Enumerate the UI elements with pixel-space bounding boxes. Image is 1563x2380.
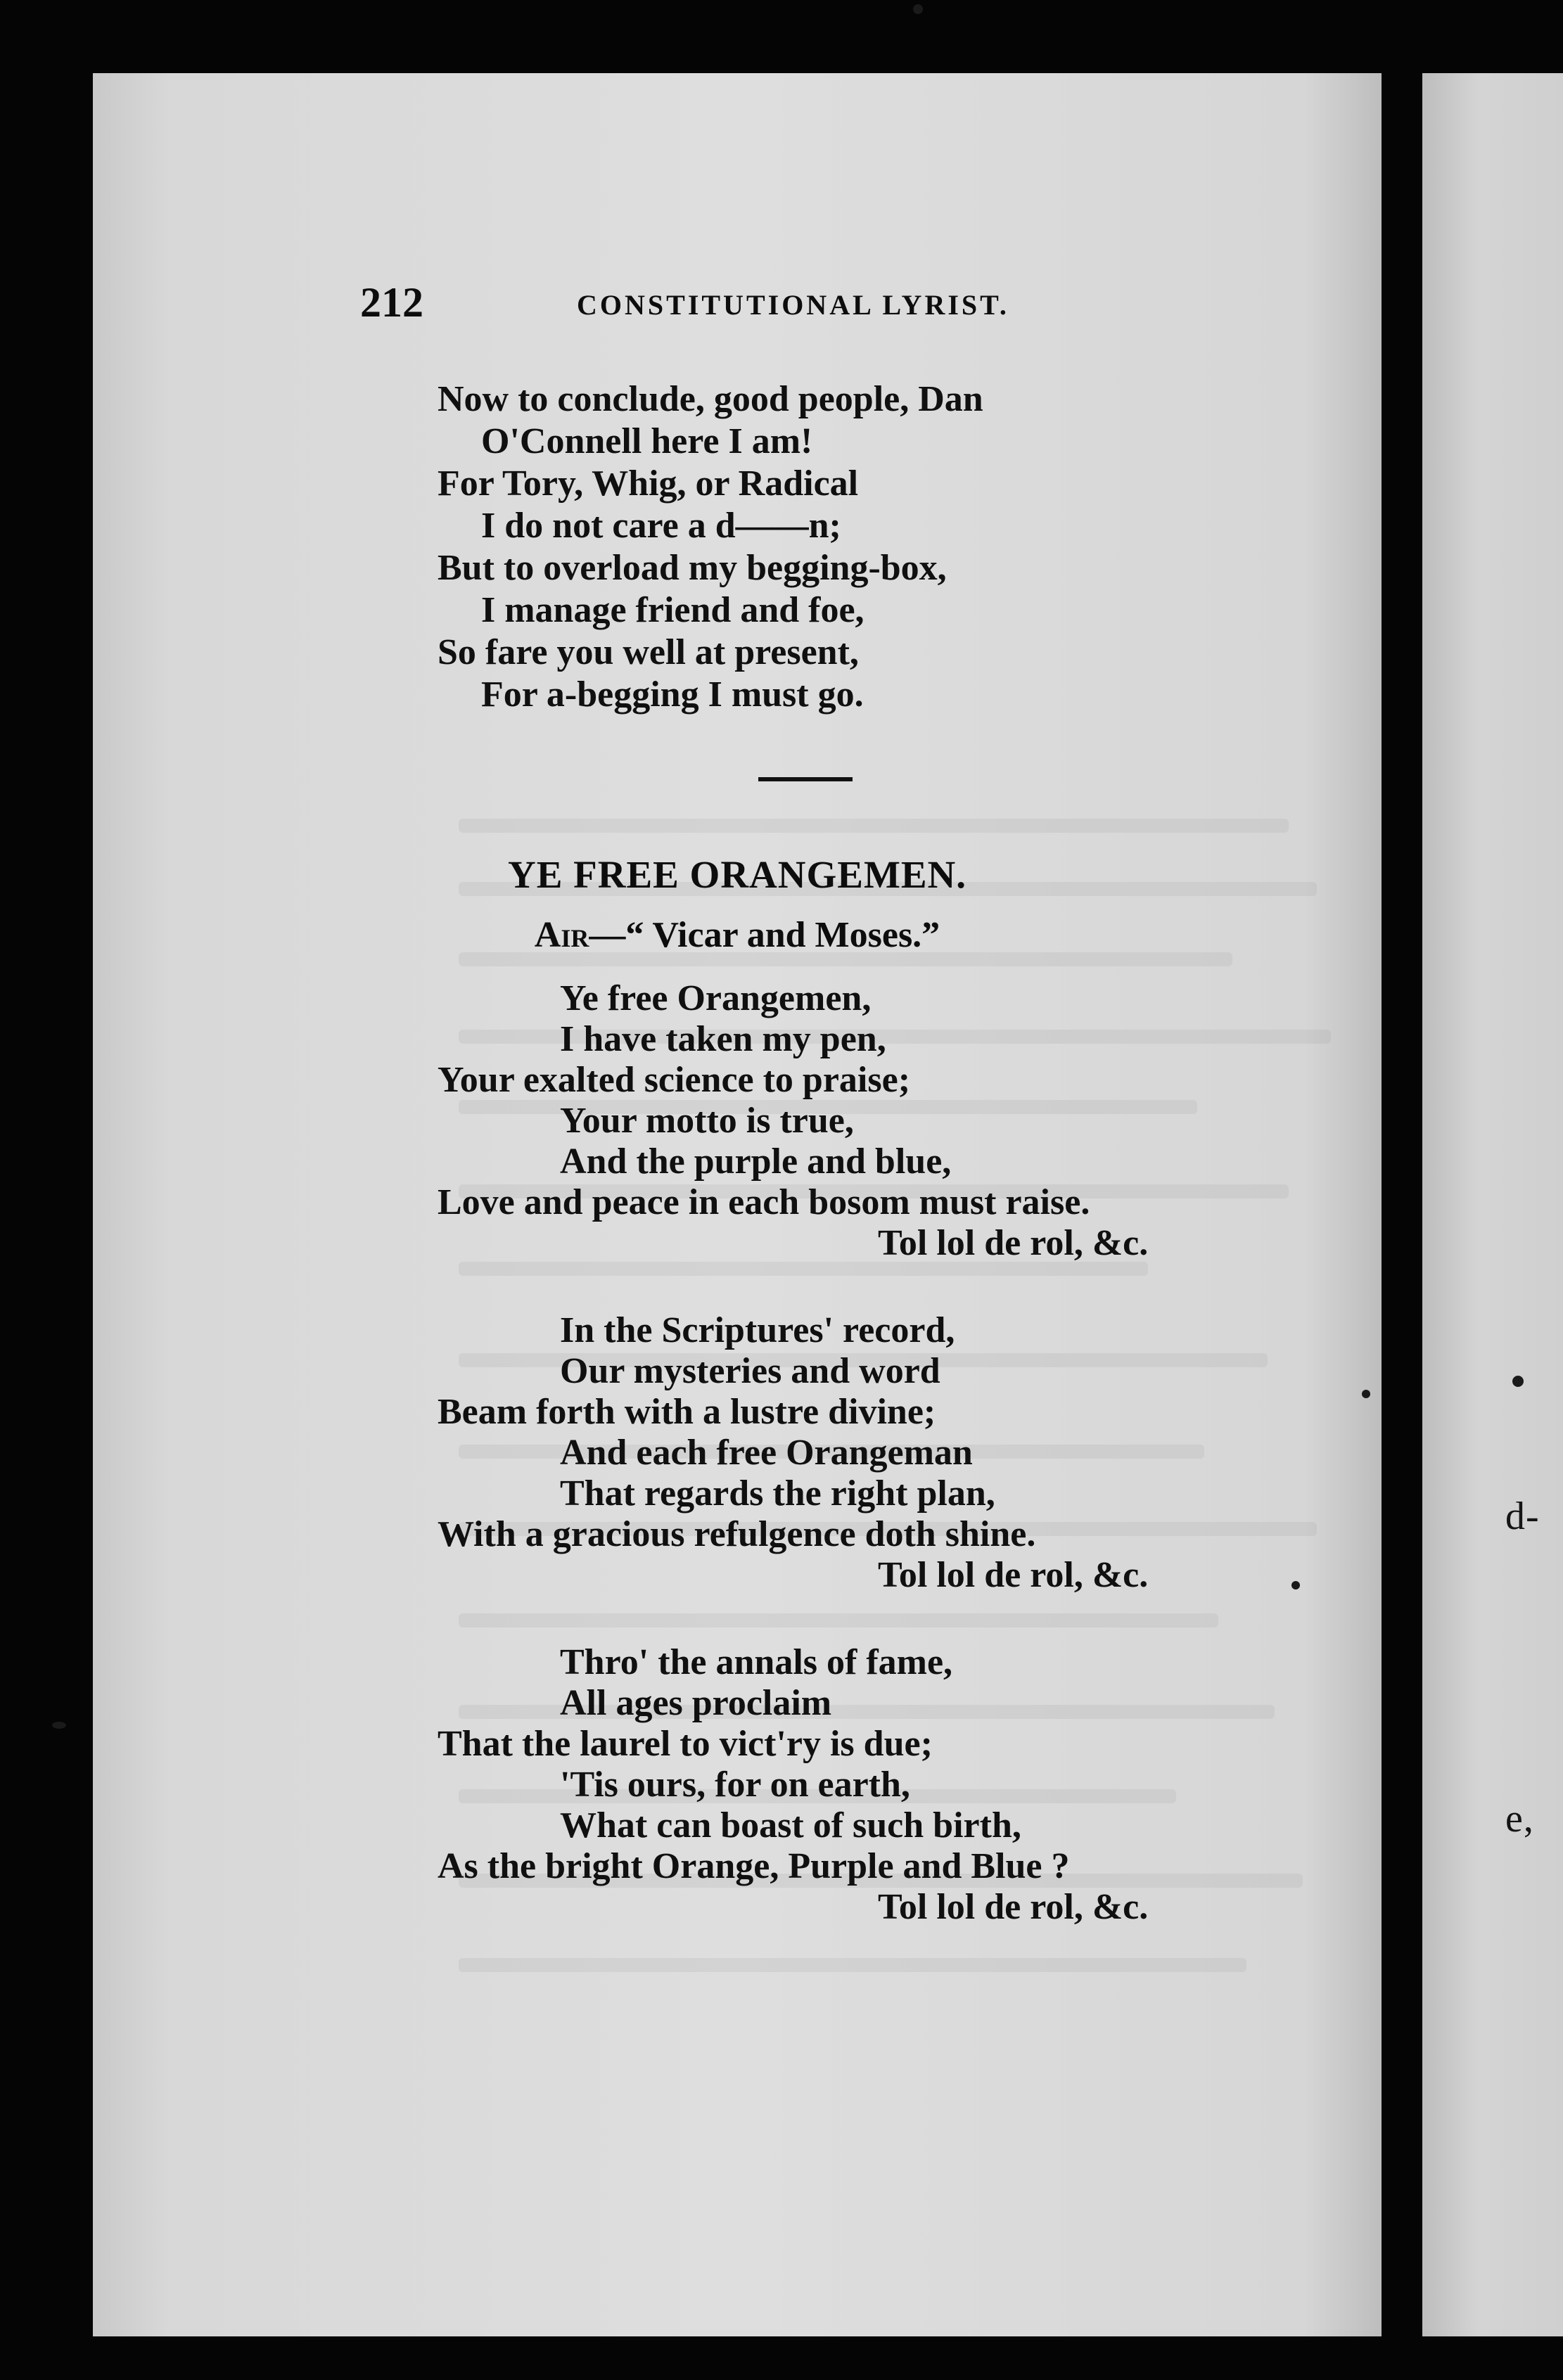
section-divider	[758, 777, 853, 781]
verse-line: O'Connell here I am!	[481, 421, 813, 461]
running-title: CONSTITUTIONAL LYRIST.	[577, 289, 1009, 321]
ink-speck	[1362, 1390, 1370, 1398]
verse-line: What can boast of such birth,	[560, 1805, 1021, 1845]
facing-page-fragment: e,	[1505, 1797, 1534, 1841]
verse-line: I have taken my pen,	[560, 1019, 886, 1059]
air-label: Air—	[534, 915, 626, 955]
verse-line: That the laurel to vict'ry is due;	[438, 1724, 933, 1764]
verse-line: I do not care a d——n;	[481, 506, 841, 546]
ink-speck	[52, 1722, 66, 1729]
page-number: 212	[360, 279, 423, 326]
verse-line: Beam forth with a lustre divine;	[438, 1392, 936, 1432]
ink-speck	[1512, 1376, 1524, 1387]
verse-line: That regards the right plan,	[560, 1473, 995, 1514]
verse-line: Love and peace in each bosom must raise.	[438, 1182, 1090, 1222]
verse-line: Thro' the annals of fame,	[560, 1642, 953, 1682]
verse-line: For Tory, Whig, or Radical	[438, 463, 859, 504]
book-page	[93, 73, 1382, 2336]
verse-line: And the purple and blue,	[560, 1141, 952, 1182]
verse-line: And each free Orangeman	[560, 1433, 973, 1473]
refrain: Tol lol de rol, &c.	[878, 1887, 1149, 1927]
ink-speck	[913, 4, 923, 14]
verse-line: In the Scriptures' record,	[560, 1310, 955, 1350]
verse-line: Your exalted science to praise;	[438, 1060, 911, 1100]
verse-line: But to overload my begging-box,	[438, 548, 947, 588]
refrain: Tol lol de rol, &c.	[878, 1555, 1149, 1595]
verse-line: I manage friend and foe,	[481, 590, 865, 630]
page-header	[93, 279, 1382, 349]
verse-line: With a gracious refulgence doth shine.	[438, 1514, 1036, 1554]
verse-line: Ye free Orangemen,	[560, 978, 872, 1018]
verse-line: Our mysteries and word	[560, 1351, 940, 1391]
song-title: YE FREE ORANGEMEN.	[507, 853, 967, 896]
verse-line: Now to conclude, good people, Dan	[438, 379, 983, 419]
verse-line: All ages proclaim	[560, 1683, 832, 1723]
verse-line: For a-begging I must go.	[481, 674, 864, 715]
verse-line: Your motto is true,	[560, 1101, 854, 1141]
refrain: Tol lol de rol, &c.	[878, 1223, 1149, 1263]
facing-page-edge	[1422, 73, 1563, 2336]
air-line	[93, 914, 1382, 956]
facing-page-fragment: d-	[1505, 1495, 1540, 1538]
verse-line: 'Tis ours, for on earth,	[560, 1765, 910, 1805]
verse-line: As the bright Orange, Purple and Blue ?	[438, 1846, 1070, 1886]
air-tune: “ Vicar and Moses.”	[625, 915, 940, 955]
verse-line: So fare you well at present,	[438, 632, 859, 672]
ink-speck	[1291, 1581, 1300, 1589]
